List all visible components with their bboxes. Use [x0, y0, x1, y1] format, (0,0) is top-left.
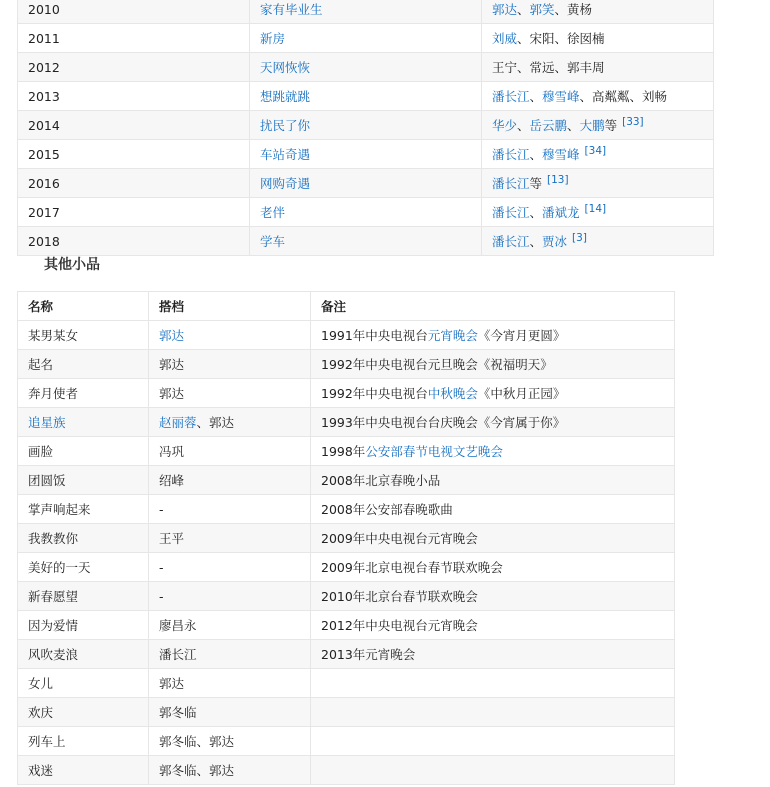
reference-link[interactable]: [14]	[584, 203, 607, 215]
section-title-other-sketches: 其他小品	[44, 257, 100, 273]
title-link[interactable]: 天网恢恢	[260, 60, 311, 75]
table-row	[18, 169, 714, 198]
title-link[interactable]: 想跳就跳	[260, 89, 311, 104]
text: 美好的一天	[28, 560, 91, 575]
note-cell	[311, 350, 675, 379]
partner-cell	[149, 669, 311, 698]
title-cell	[250, 198, 482, 227]
header-note: 备注	[311, 292, 675, 321]
year-cell: 2018	[18, 227, 250, 256]
name-cell	[18, 669, 149, 698]
link[interactable]: 郭达	[492, 2, 518, 17]
link[interactable]: 大鹏	[579, 118, 605, 133]
text: 2009年北京电视台春节联欢晚会	[321, 560, 503, 575]
name-cell	[18, 553, 149, 582]
link[interactable]: 元宵晚会	[427, 328, 478, 343]
note-cell	[311, 321, 675, 350]
cast-cell	[482, 24, 714, 53]
note-cell	[311, 524, 675, 553]
partner-cell	[149, 582, 311, 611]
text: 2008年北京春晚小品	[321, 473, 441, 488]
note-cell	[311, 553, 675, 582]
title-link[interactable]: 老伴	[260, 205, 286, 220]
table-row	[18, 669, 675, 698]
partner-cell	[149, 437, 311, 466]
table-row	[18, 379, 675, 408]
text: 廖昌永	[159, 618, 197, 633]
table-row	[18, 553, 675, 582]
text: 《中秋月正园》	[477, 386, 566, 401]
year-cell: 2014	[18, 111, 250, 140]
link[interactable]: 刘威	[492, 31, 518, 46]
text: 戏迷	[28, 763, 54, 778]
table-header-row	[18, 292, 675, 321]
table-row	[18, 24, 714, 53]
text: 、	[529, 205, 543, 220]
text: 新春愿望	[28, 589, 79, 604]
table-row	[18, 582, 675, 611]
link[interactable]: 潘长江	[492, 205, 530, 220]
note-cell	[311, 582, 675, 611]
text: 2012年中央电视台元宵晚会	[321, 618, 478, 633]
text: 1993年中央电视台台庆晚会《今宵属于你》	[321, 415, 566, 430]
note-cell	[311, 669, 675, 698]
text: 等	[529, 176, 543, 191]
title-cell	[250, 227, 482, 256]
partner-cell	[149, 727, 311, 756]
link[interactable]: 追星族	[28, 415, 66, 430]
cast-cell	[482, 111, 714, 140]
text: 王宁、常远、郭丰周	[492, 60, 605, 75]
title-link[interactable]: 扰民了你	[260, 118, 311, 133]
other-sketches-table	[17, 291, 675, 785]
year-cell: 2010	[18, 0, 250, 24]
link[interactable]: 潘长江	[492, 89, 530, 104]
name-cell	[18, 466, 149, 495]
text: 欢庆	[28, 705, 54, 720]
cast-cell	[482, 0, 714, 24]
name-cell	[18, 379, 149, 408]
text: -	[159, 559, 164, 575]
text: 风吹麦浪	[28, 647, 79, 662]
partner-cell	[149, 611, 311, 640]
text: 郭达	[159, 357, 185, 372]
text: 画脸	[28, 444, 54, 459]
link[interactable]: 郭笑	[529, 2, 555, 17]
cast-cell	[482, 198, 714, 227]
text: 、	[529, 234, 543, 249]
partner-cell	[149, 524, 311, 553]
name-cell	[18, 495, 149, 524]
header-partner: 搭档	[149, 292, 311, 321]
link[interactable]: 赵丽蓉	[159, 415, 197, 430]
text: 郭达	[159, 386, 185, 401]
link[interactable]: 潘长江	[492, 176, 530, 191]
title-cell	[250, 111, 482, 140]
year-cell: 2016	[18, 169, 250, 198]
table-row	[18, 727, 675, 756]
title-cell	[250, 82, 482, 111]
title-cell	[250, 53, 482, 82]
name-cell	[18, 698, 149, 727]
text: 2013年元宵晚会	[321, 647, 416, 662]
table-row	[18, 408, 675, 437]
table-row	[18, 698, 675, 727]
partner-cell	[149, 408, 311, 437]
header-name: 名称	[18, 292, 149, 321]
text: 列车上	[28, 734, 66, 749]
text: 掌声响起来	[28, 502, 91, 517]
title-cell	[250, 169, 482, 198]
link[interactable]: 潘长江	[492, 147, 530, 162]
year-cell: 2013	[18, 82, 250, 111]
name-cell	[18, 437, 149, 466]
text: 等	[604, 118, 618, 133]
text: 、黄杨	[554, 2, 593, 17]
cast-cell	[482, 169, 714, 198]
text: -	[159, 588, 164, 604]
link[interactable]: 郭达	[159, 328, 185, 343]
name-cell	[18, 756, 149, 785]
note-cell	[311, 495, 675, 524]
table-row	[18, 0, 714, 24]
table-row	[18, 82, 714, 111]
text: 郭冬临、郭达	[159, 763, 235, 778]
text: -	[159, 501, 164, 517]
cast-cell	[482, 227, 714, 256]
table-row	[18, 756, 675, 785]
table-row	[18, 466, 675, 495]
link[interactable]: 穆雪峰	[542, 89, 580, 104]
note-cell	[311, 698, 675, 727]
note-cell	[311, 437, 675, 466]
name-cell	[18, 640, 149, 669]
title-link[interactable]: 网购奇遇	[260, 176, 311, 191]
text: 潘长江	[159, 647, 197, 662]
name-cell	[18, 408, 149, 437]
link[interactable]: 潘长江	[492, 234, 530, 249]
title-link[interactable]: 家有毕业生	[260, 2, 323, 17]
text: 2010年北京台春节联欢晚会	[321, 589, 478, 604]
year-cell: 2015	[18, 140, 250, 169]
sketch-year-table	[17, 0, 714, 256]
year-cell: 2017	[18, 198, 250, 227]
table-row	[18, 640, 675, 669]
title-cell	[250, 24, 482, 53]
link[interactable]: 岳云鹏	[529, 118, 568, 133]
text: 《今宵月更圆》	[477, 328, 566, 343]
text: 、	[529, 147, 543, 162]
partner-cell	[149, 466, 311, 495]
text: 郭冬临	[159, 705, 197, 720]
text: 起名	[28, 357, 54, 372]
link[interactable]: 穆雪峰	[542, 147, 580, 162]
table-row	[18, 111, 714, 140]
table-row	[18, 227, 714, 256]
link[interactable]: 中秋晚会	[427, 386, 478, 401]
text: 郭达	[159, 676, 185, 691]
text: 团圆饭	[28, 473, 66, 488]
table-row	[18, 524, 675, 553]
note-cell	[311, 727, 675, 756]
partner-cell	[149, 321, 311, 350]
link[interactable]: 潘斌龙	[542, 205, 580, 220]
title-link[interactable]: 新房	[260, 31, 286, 46]
name-cell	[18, 350, 149, 379]
name-cell	[18, 727, 149, 756]
text: 2008年公安部春晚歌曲	[321, 502, 453, 517]
link[interactable]: 公安部春节电视文艺晚会	[365, 444, 503, 459]
text: 女儿	[28, 676, 54, 691]
text: 王平	[159, 531, 185, 546]
text: 绍峰	[159, 473, 185, 488]
partner-cell	[149, 698, 311, 727]
partner-cell	[149, 553, 311, 582]
note-cell	[311, 466, 675, 495]
title-link[interactable]: 学车	[260, 234, 286, 249]
text: 某男某女	[28, 328, 79, 343]
table-row	[18, 321, 675, 350]
note-cell	[311, 611, 675, 640]
note-cell	[311, 408, 675, 437]
note-cell	[311, 756, 675, 785]
reference-link[interactable]: [13]	[547, 174, 569, 186]
text: 、高粼粼、刘畅	[579, 89, 668, 104]
partner-cell	[149, 756, 311, 785]
text: 2009年中央电视台元宵晚会	[321, 531, 478, 546]
text: 奔月使者	[28, 386, 79, 401]
text: 1991年中央电视台	[321, 328, 428, 343]
table-row	[18, 198, 714, 227]
cast-cell	[482, 140, 714, 169]
text: 、	[517, 2, 530, 17]
partner-cell	[149, 640, 311, 669]
year-cell: 2011	[18, 24, 250, 53]
name-cell	[18, 611, 149, 640]
note-cell	[311, 379, 675, 408]
cast-cell	[482, 82, 714, 111]
text: 、郭达	[196, 415, 235, 430]
table-row	[18, 53, 714, 82]
text: 1992年中央电视台	[321, 386, 428, 401]
text: 、	[529, 89, 543, 104]
name-cell	[18, 524, 149, 553]
title-cell	[250, 140, 482, 169]
table-row	[18, 140, 714, 169]
text: 郭冬临、郭达	[159, 734, 235, 749]
name-cell	[18, 582, 149, 611]
table-row	[18, 611, 675, 640]
reference-link[interactable]: [34]	[584, 145, 607, 157]
reference-link[interactable]: [33]	[622, 116, 644, 128]
year-cell: 2012	[18, 53, 250, 82]
partner-cell	[149, 379, 311, 408]
text: 1998年	[321, 444, 366, 459]
title-link[interactable]: 车站奇遇	[260, 147, 311, 162]
note-cell	[311, 640, 675, 669]
table-row	[18, 437, 675, 466]
cast-cell	[482, 53, 714, 82]
text: 1992年中央电视台元旦晚会《祝福明天》	[321, 357, 553, 372]
text: 、	[567, 118, 580, 133]
name-cell	[18, 321, 149, 350]
text: 冯巩	[159, 444, 185, 459]
text: 因为爱情	[28, 618, 79, 633]
reference-link[interactable]: [3]	[572, 232, 587, 244]
title-cell	[250, 0, 482, 24]
partner-cell	[149, 495, 311, 524]
link[interactable]: 贾冰	[542, 234, 568, 249]
text: 、宋阳、徐囡楠	[517, 31, 605, 46]
text: 我教教你	[28, 531, 79, 546]
table-row	[18, 495, 675, 524]
text: 、	[517, 118, 530, 133]
link[interactable]: 华少	[492, 118, 518, 133]
table-row	[18, 350, 675, 379]
partner-cell	[149, 350, 311, 379]
